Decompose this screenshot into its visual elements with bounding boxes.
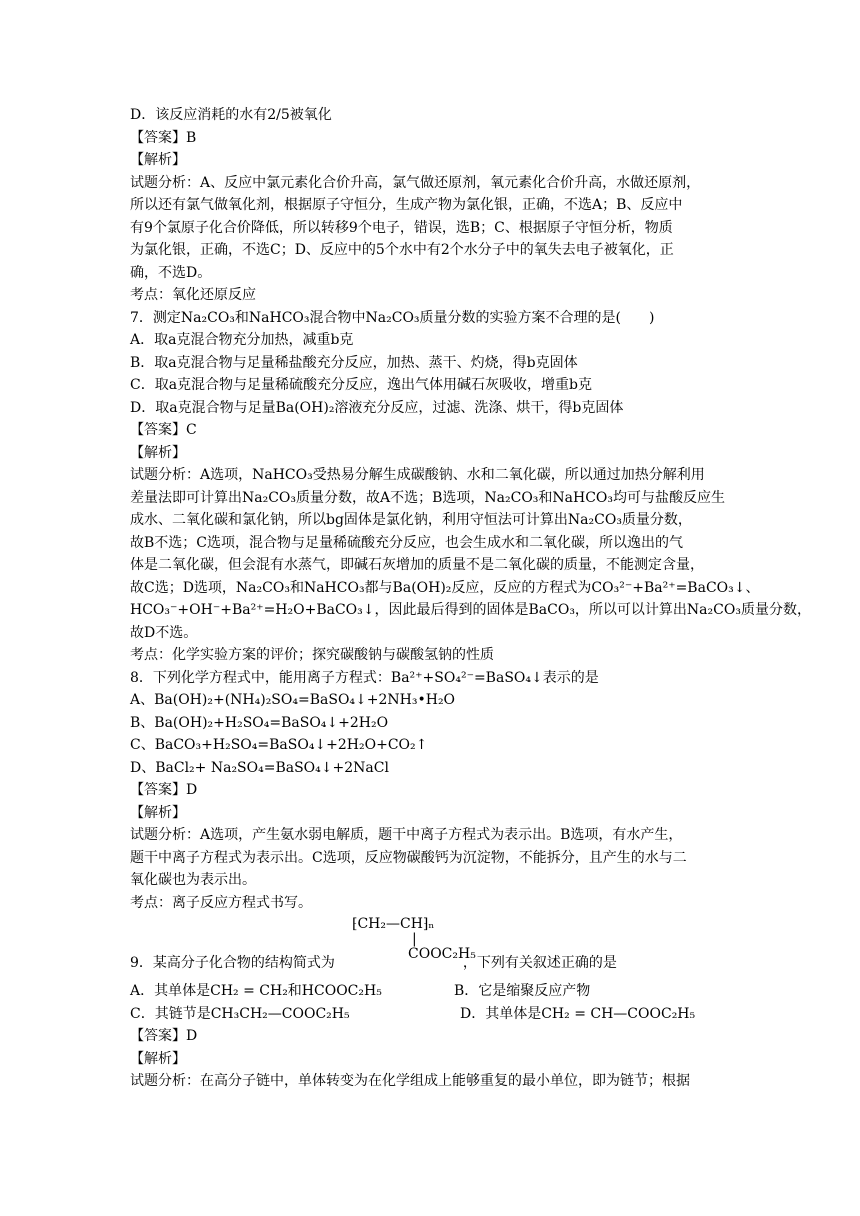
text-line: 成水、二氧化碳和氯化钠，所以bg固体是氯化钠，利用守恒法可计算出Na₂CO₃质量分数， xyxy=(130,512,692,528)
question-9-stem-b: ，下列有关叙述正确的是 xyxy=(462,955,617,971)
topic-line: 考点：氧化还原反应 xyxy=(130,287,256,303)
question-9-option-a: A．其单体是CH₂ = CH₂和HCOOC₂H₅ xyxy=(130,983,382,999)
topic-line: 考点：化学实验方案的评价；探究碳酸钠与碳酸氢钠的性质 xyxy=(130,647,494,663)
text-line: 氧化碳也为表示出。 xyxy=(130,872,256,888)
text-line: 确，不选D。 xyxy=(130,264,212,281)
question-8-option-b: B、Ba(OH)₂+H₂SO₄=BaSO₄↓+2H₂O xyxy=(130,714,389,731)
analysis-label: 【解析】 xyxy=(130,444,186,461)
topic-line: 考点：离子反应方程式书写。 xyxy=(130,894,312,911)
question-8-option-a: A、Ba(OH)₂+(NH₄)₂SO₄=BaSO₄↓+2NH₃•H₂O xyxy=(130,692,456,708)
question-9-stem xyxy=(130,952,617,975)
text-line: 试题分析：A选项，产生氨水弱电解质，题干中离子方程式为表示出。B选项，有水产生， xyxy=(130,827,683,843)
question-7-option-a: A．取a克混合物充分加热，减重b克 xyxy=(130,332,354,348)
polymer-side-group: COOC₂H₅ xyxy=(408,946,476,962)
question-7-stem: 7．测定Na₂CO₃和NaHCO₃混合物中Na₂CO₃质量分数的实验方案不合理的是( ) xyxy=(130,309,655,326)
question-9-stem-a: 9．某高分子化合物的结构简式为 xyxy=(130,955,335,971)
analysis-label: 【解析】 xyxy=(130,804,186,821)
text-line: 故D不选。 xyxy=(130,624,198,641)
question-9-option-b: B．它是缩聚反应产物 xyxy=(454,983,591,999)
question-8-stem: 8．下列化学方程式中，能用离子方程式：Ba²⁺+SO₄²⁻=BaSO₄↓表示的是 xyxy=(130,669,599,686)
text-line: 所以还有氯气做氧化剂，根据原子守恒分，生成产物为氯化银，正确，不选A；B、反应中 xyxy=(130,197,683,213)
question-8-option-d: D、BaCl₂+ Na₂SO₄=BaSO₄↓+2NaCl xyxy=(130,759,389,776)
question-8-option-c: C、BaCO₃+H₂SO₄=BaSO₄↓+2H₂O+CO₂↑ xyxy=(130,737,428,753)
analysis-label: 【解析】 xyxy=(130,1050,186,1067)
polymer-chain: ⁅CH₂—CH⁆ₙ xyxy=(352,916,435,932)
text-line: 试题分析：A、反应中氯元素化合价升高，氯气做还原剂，氧元素化合价升高，水做还原剂， xyxy=(130,174,701,191)
text-line: 故C选；D选项，Na₂CO₃和NaHCO₃都与Ba(OH)₂反应，反应的方程式为CO₃²⁻+Ba²⁺=BaCO₃↓、 xyxy=(130,579,760,596)
text-line: 试题分析：A选项，NaHCO₃受热易分解生成碳酸钠、水和二氧化碳，所以通过加热分解利用 xyxy=(130,467,705,483)
question-7-option-d: D．取a克混合物与足量Ba(OH)₂溶液充分反应，过滤、洗涤、烘干，得b克固体 xyxy=(130,399,624,416)
answer-label: 【答案】D xyxy=(130,782,198,798)
text-line: 试题分析：在高分子链中，单体转变为在化学组成上能够重复的最小单位，即为链节；根据 xyxy=(130,1073,690,1089)
question-9-option-c: C．其链节是CH₃CH₂—COOC₂H₅ xyxy=(130,1005,350,1022)
answer-label: 【答案】D xyxy=(130,1028,198,1044)
analysis-label: 【解析】 xyxy=(130,152,186,168)
answer-label: 【答案】C xyxy=(130,422,197,438)
text-line: 体是二氧化碳，但会混有水蒸气，即碱石灰增加的质量不是二氧化碳的质量，不能测定含量， xyxy=(130,557,704,573)
text-line: 有9个氯原子化合价降低，所以转移9个电子，错误，选B；C、根据原子守恒分析，物质 xyxy=(130,219,673,236)
text-line: D．该反应消耗的水有2/5被氧化 xyxy=(130,107,332,123)
question-9-option-d: D．其单体是CH₂ = CH—COOC₂H₅ xyxy=(460,1005,696,1022)
text-line: 故B不选；C选项，混合物与足量稀硫酸充分反应，也会生成水和二氧化碳，所以逸出的气 xyxy=(130,534,683,551)
question-7-option-c: C．取a克混合物与足量稀硫酸充分反应，逸出气体用碱石灰吸收，增重b克 xyxy=(130,377,593,393)
answer-label: 【答案】B xyxy=(130,129,197,146)
text-line: 为氯化银，正确，不选C；D、反应中的5个水中有2个水分子中的氧失去电子被氧化，正 xyxy=(130,242,674,258)
text-line: HCO₃⁻+OH⁻+Ba²⁺=H₂O+BaCO₃↓，因此最后得到的固体是BaCO₃，所以可以计算出Na₂CO₃质量分数， xyxy=(130,602,811,618)
question-9-block xyxy=(130,914,742,978)
polymer-bond: | xyxy=(412,931,417,947)
text-line: 差量法即可计算出Na₂CO₃质量分数，故A不选；B选项，Na₂CO₃和NaHCO₃均可与盐酸反应生 xyxy=(130,489,726,506)
text-line: 题干中离子方程式为表示出。C选项，反应物碳酸钙为沉淀物，不能拆分，且产生的水与二 xyxy=(130,849,687,866)
document-body xyxy=(130,104,811,1093)
question-7-option-b: B．取a克混合物与足量稀盐酸充分反应，加热、蒸干、灼烧，得b克固体 xyxy=(130,354,578,371)
